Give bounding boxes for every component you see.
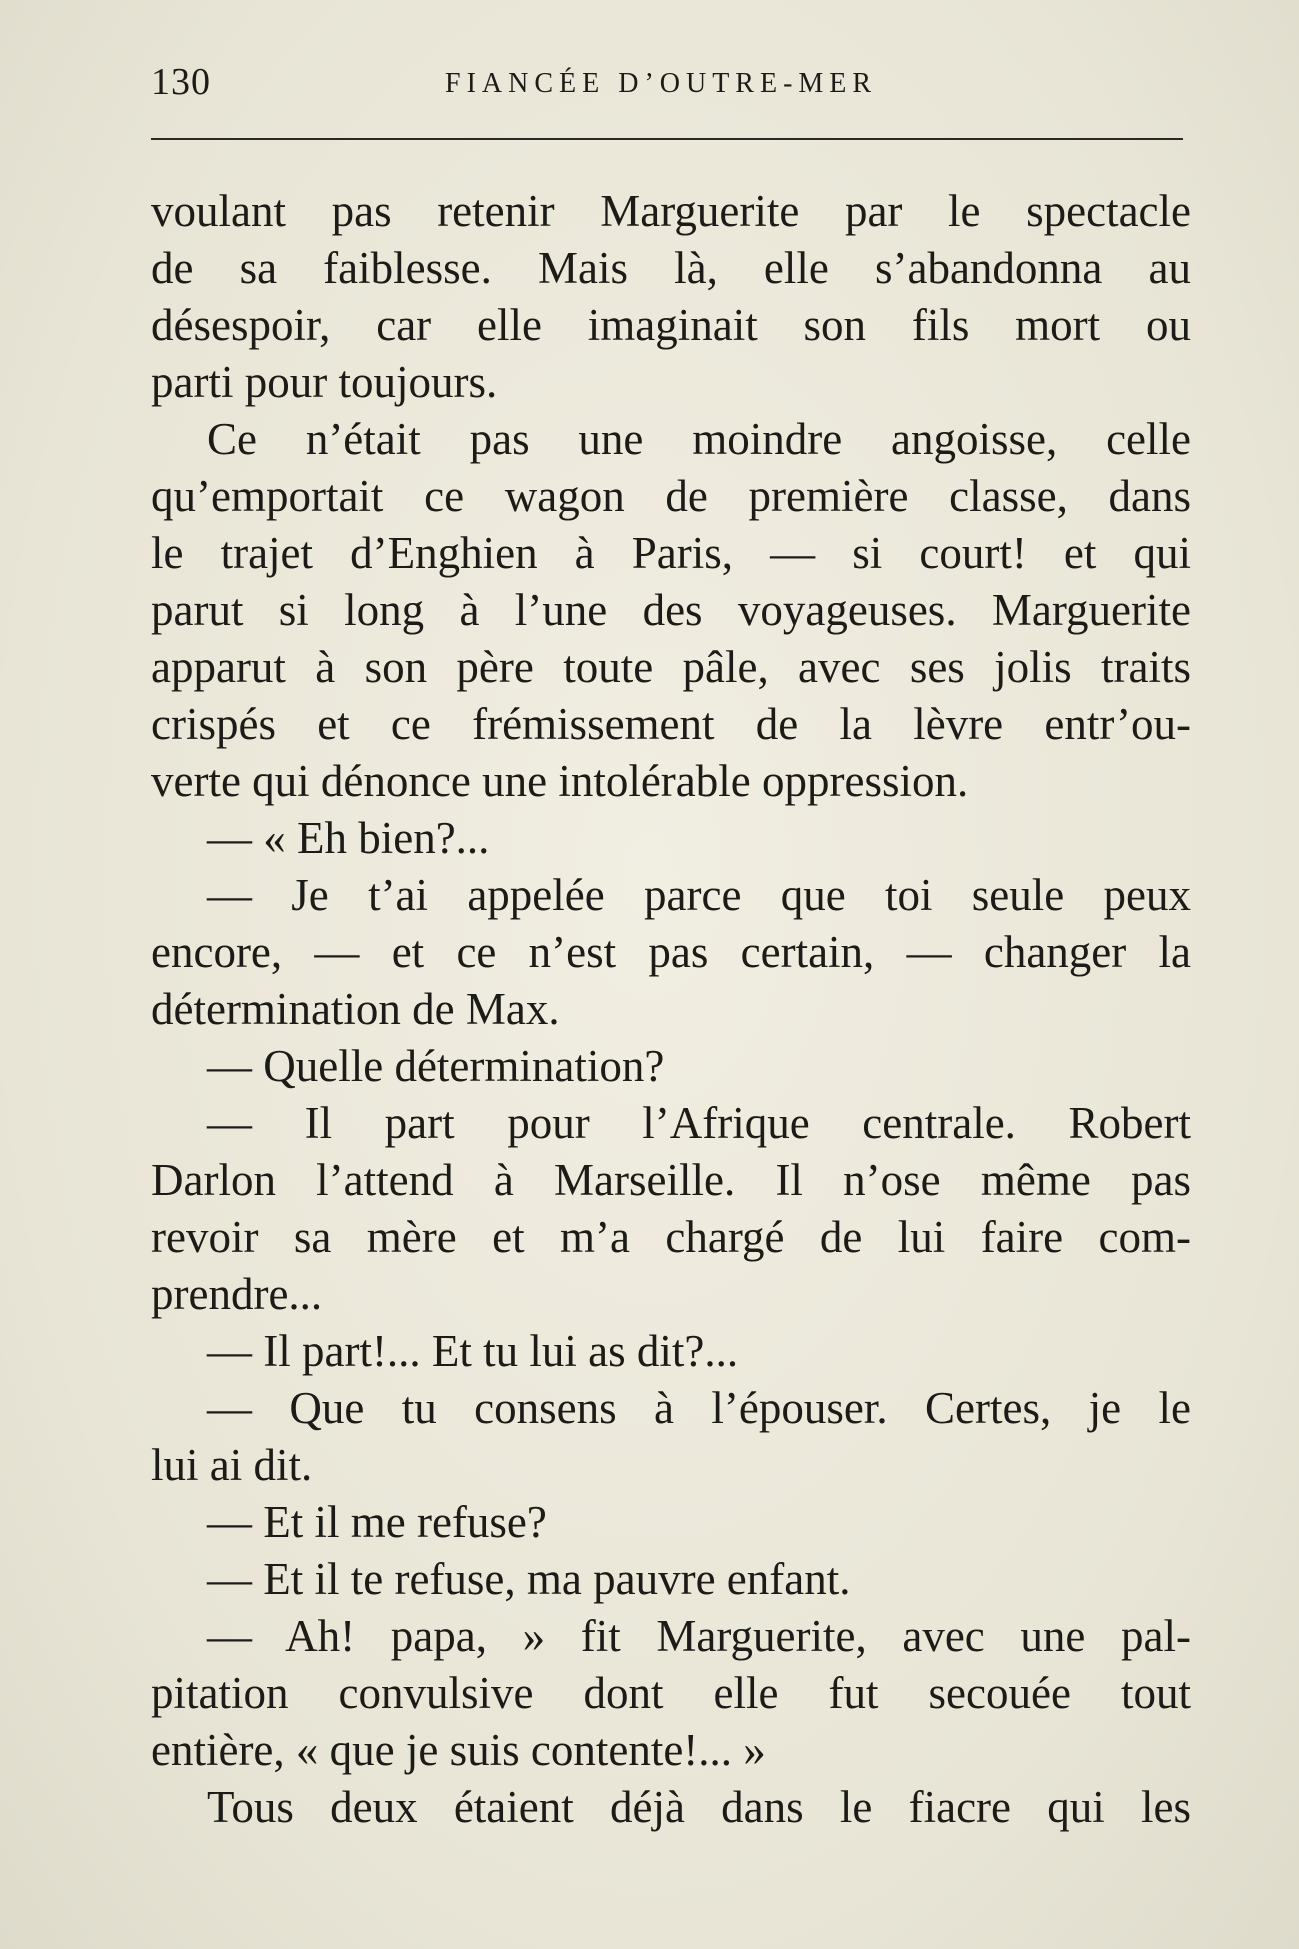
text-line: — Et il te refuse, ma pauvre enfant. bbox=[207, 1554, 851, 1604]
text-line: — Et il me refuse? bbox=[207, 1497, 547, 1547]
text-line: — Il part pour l’Afrique centrale. Robert bbox=[207, 1098, 1191, 1148]
page-number: 130 bbox=[151, 61, 211, 103]
text-line: crispés et ce frémissement de la lèvre entr’ou- bbox=[151, 699, 1191, 749]
text-line: voulant pas retenir Marguerite par le spectacle bbox=[151, 186, 1191, 236]
text-line: pitation convulsive dont elle fut secouée tout bbox=[151, 1668, 1191, 1718]
text-line: qu’emportait ce wagon de première classe, dans bbox=[151, 471, 1191, 521]
text-line: — Ah! papa, » fit Marguerite, avec une pal- bbox=[207, 1611, 1191, 1661]
header-rule bbox=[151, 138, 1183, 140]
text-line: parti pour toujours. bbox=[151, 357, 498, 407]
body-text bbox=[151, 183, 1191, 1836]
text-line: désespoir, car elle imaginait son fils mort ou bbox=[151, 300, 1191, 350]
text-line: parut si long à l’une des voyageuses. Marguerite bbox=[151, 585, 1191, 635]
page-header bbox=[151, 60, 1181, 112]
text-line: — Il part!... Et tu lui as dit?... bbox=[207, 1326, 739, 1376]
text-line: de sa faiblesse. Mais là, elle s’abandonna au bbox=[151, 243, 1191, 293]
text-line: le trajet d’Enghien à Paris, — si court! et qui bbox=[151, 528, 1191, 578]
text-line: lui ai dit. bbox=[151, 1440, 313, 1490]
text-line: entière, « que je suis contente!... » bbox=[151, 1725, 766, 1775]
text-line: Ce n’était pas une moindre angoisse, celle bbox=[207, 414, 1191, 464]
text-line: — Que tu consens à l’épouser. Certes, je le bbox=[207, 1383, 1191, 1433]
text-line: revoir sa mère et m’a chargé de lui faire com- bbox=[151, 1212, 1191, 1262]
text-line: apparut à son père toute pâle, avec ses jolis traits bbox=[151, 642, 1191, 692]
text-line: verte qui dénonce une intolérable oppression. bbox=[151, 756, 969, 806]
text-line: — Quelle détermination? bbox=[207, 1041, 665, 1091]
text-line: — « Eh bien?... bbox=[207, 813, 490, 863]
text-line: prendre... bbox=[151, 1269, 323, 1319]
text-line: encore, — et ce n’est pas certain, — changer la bbox=[151, 927, 1191, 977]
text-line: Tous deux étaient déjà dans le fiacre qui les bbox=[207, 1782, 1191, 1832]
running-title: FIANCÉE D’OUTRE-MER bbox=[445, 68, 878, 99]
text-line: Darlon l’attend à Marseille. Il n’ose même pas bbox=[151, 1155, 1191, 1205]
text-line: — Je t’ai appelée parce que toi seule peux bbox=[207, 870, 1191, 920]
text-line: détermination de Max. bbox=[151, 984, 560, 1034]
